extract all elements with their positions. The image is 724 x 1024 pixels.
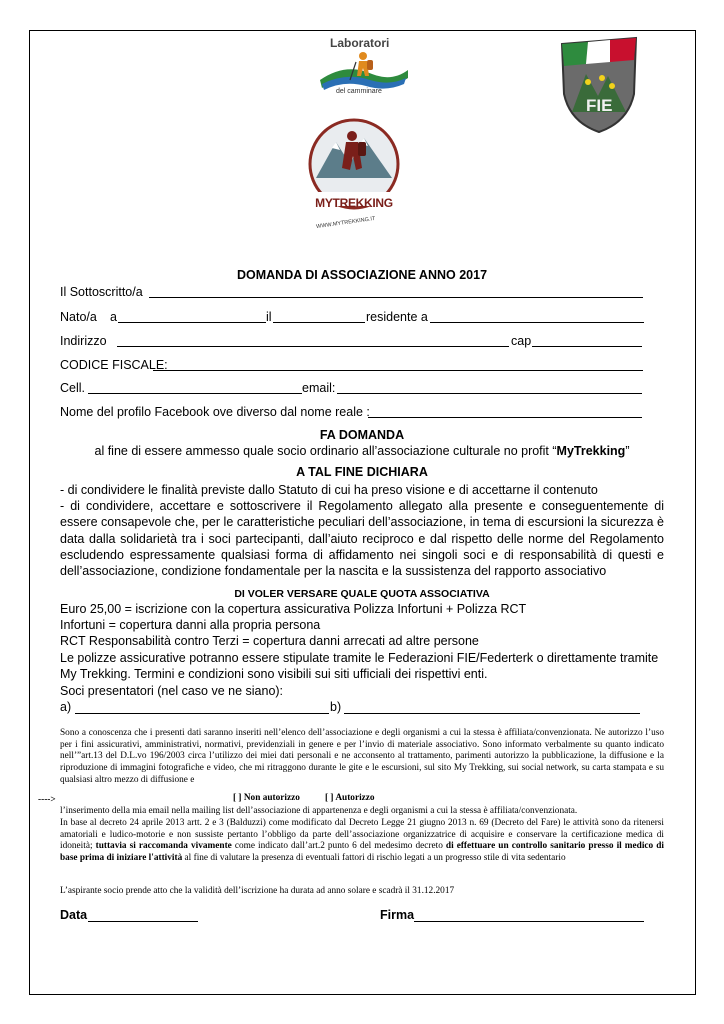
decreto-bold-2: di effettuare un controllo sanitario presso il medico di base prima di iniziare l'attività bbox=[60, 841, 664, 864]
fa-domanda-heading: FA DOMANDA bbox=[319, 428, 405, 442]
mytrekking-url: WWW.MYTREKKING.IT bbox=[315, 215, 376, 231]
form-title: DOMANDA DI ASSOCIAZIONE ANNO 2017 bbox=[236, 268, 488, 282]
presentatore-b-field[interactable] bbox=[344, 713, 640, 714]
decreto-part-1: In base al decreto 24 aprile 2013 artt. 2 e 3 (Balduzzi) come modificato dal Decreto Legge 21 giugno 2013 n. 69 (Decreto del Fare) le attività sono da ritenersi amatoriali e ludico-motorie e non sussiste pertanto l’obbligo da parte dell’associazione organizzatrice di acquisire e conservare la certificazione medica di idoneità; bbox=[60, 818, 664, 852]
email-field[interactable] bbox=[337, 393, 642, 394]
fine-brand: MyTrekking bbox=[556, 444, 626, 458]
codice-fiscale-label: CODICE FISCALE: bbox=[60, 358, 168, 372]
indirizzo-field[interactable] bbox=[117, 346, 509, 347]
mytrekking-label: MYTREKKING bbox=[315, 196, 393, 210]
nato-label: Nato/a bbox=[60, 310, 97, 324]
decreto-bold-1: tuttavia si raccomanda vivamente bbox=[95, 841, 232, 852]
fine-text: al fine di essere ammesso quale socio ordinario all’associazione culturale no profit “ bbox=[94, 444, 557, 458]
sottoscritto-field[interactable] bbox=[149, 297, 643, 298]
firma-field[interactable] bbox=[414, 921, 644, 922]
residente-label: residente a bbox=[366, 310, 428, 324]
quota-heading: DI VOLER VERSARE QUALE QUOTA ASSOCIATIVA bbox=[234, 588, 490, 600]
quota-line: RCT Responsabilità contro Terzi = copertura danni arrecati ad altre persone bbox=[60, 634, 479, 648]
residenza-field[interactable] bbox=[430, 322, 644, 323]
firma-label: Firma bbox=[380, 908, 415, 922]
codice-fiscale-field[interactable] bbox=[153, 370, 643, 371]
consent-arrow: ----> bbox=[38, 795, 56, 805]
fine-close: ” bbox=[625, 444, 630, 458]
laboratori-title: Laboratori bbox=[330, 36, 390, 50]
non-autorizzo-checkbox[interactable]: [ ] Non autorizzo bbox=[233, 793, 300, 803]
quota-line: Soci presentatori (nel caso ve ne siano): bbox=[60, 684, 284, 698]
il-label: il bbox=[266, 310, 272, 324]
nato-a-label: a bbox=[110, 310, 117, 324]
presentatore-b-label: b) bbox=[330, 700, 342, 714]
decreto-text bbox=[60, 818, 664, 865]
presentatore-a-field[interactable] bbox=[75, 713, 329, 714]
indirizzo-label: Indirizzo bbox=[60, 334, 107, 348]
luogo-nascita-field[interactable] bbox=[118, 322, 266, 323]
data-label: Data bbox=[60, 908, 88, 922]
cap-field[interactable] bbox=[532, 346, 642, 347]
dichiara-heading: A TAL FINE DICHIARA bbox=[296, 465, 428, 479]
decreto-part-3: al fine di valutare la presenza di eventuali fattori di rischio legati a un progresso stile di vita sedentario bbox=[182, 853, 566, 864]
cell-field[interactable] bbox=[88, 393, 302, 394]
quota-line: Euro 25,00 = iscrizione con la copertura assicurativa Polizza Infortuni + Polizza RCT bbox=[60, 602, 527, 616]
cap-label: cap bbox=[511, 334, 532, 348]
autorizzo-checkbox[interactable]: [ ] Autorizzo bbox=[325, 793, 375, 803]
mytrekking-logo bbox=[306, 112, 402, 238]
quota-line: Infortuni = copertura danni alla propria persona bbox=[60, 618, 321, 632]
privacy-text: Sono a conoscenza che i presenti dati saranno inseriti nell’elenco dell’associazione e degli organismi a cui la stessa è affiliata/convenzionata. Ne autorizzo l’uso per i fini assicurativi, amministrativi, normativi, previdenziali in genere e per l’invio di materiale associativo. Sono informato verbalmente su quanto indicato nell’”art.13 del D.L.vo 196/2003 circa l’utilizzo dei miei dati personali e ne acconsento al trattamento, parimenti autorizzo la pubblicazione, la diffusione e la riproduzione di immagini fotografiche e video, che mi ritraggono durante le gite e le escursioni, sul sito My Trekking, sui social network, su carta stampata e su qualsiasi altro mezzo di diffusione e bbox=[60, 728, 664, 785]
data-nascita-field[interactable] bbox=[273, 322, 365, 323]
presentatore-a-label: a) bbox=[60, 700, 72, 714]
email-label: email: bbox=[302, 381, 336, 395]
fie-logo bbox=[558, 34, 640, 134]
fine-statement bbox=[40, 444, 684, 458]
facebook-field[interactable] bbox=[368, 417, 642, 418]
laboratori-logo bbox=[316, 34, 412, 100]
cell-label: Cell. bbox=[60, 381, 86, 395]
decreto-part-2: come indicato dall’art.2 punto 6 del medesimo decreto bbox=[231, 841, 446, 852]
laboratori-subtitle: del camminare bbox=[336, 88, 382, 95]
quota-line: My Trekking. Termini e condizioni sono visibili sui siti ufficiali dei rispettivi enti. bbox=[60, 667, 488, 681]
facebook-label: Nome del profilo Facebook ove diverso dal nome reale : bbox=[60, 405, 370, 419]
mailing-text: l’inserimento della mia email nella mailing list dell’associazione di appartenenza e degli organismi a cui la stessa è affiliata/convenzionata. bbox=[60, 806, 578, 816]
data-field[interactable] bbox=[88, 921, 198, 922]
fie-shield-icon bbox=[558, 34, 640, 134]
validita-text: L’aspirante socio prende atto che la validità dell’iscrizione ha durata ad anno solare e scadrà il 31.12.2017 bbox=[60, 886, 455, 896]
dichiara-item-2: - di condividere, accettare e sottoscrivere il Regolamento allegato alla presente e conseguentemente di essere consapevole che, per le caratteristiche peculiari dell’associazione, in tema di escursioni la sicurezza è data dalla solidarietà tra i soci partecipanti, dall’aiuto reciproco e dal rispetto delle norme del Regolamento escludendo espressamente qualsiasi forma di affidamento nei singoli soci e di responsabilità di questi e dell’associazione, condizione fondamentale per la nascita e la sussistenza del rapporto associativo bbox=[60, 499, 664, 579]
quota-line: Le polizze assicurative potranno essere stipulate tramite le Federazioni FIE/Federterk o direttamente tramite bbox=[60, 651, 659, 665]
fie-label: FIE bbox=[586, 96, 613, 115]
sottoscritto-label: Il Sottoscritto/a bbox=[60, 285, 143, 299]
dichiara-item-1: - di condividere le finalità previste dallo Statuto di cui ha preso visione e di accettarne il contenuto bbox=[60, 483, 598, 497]
